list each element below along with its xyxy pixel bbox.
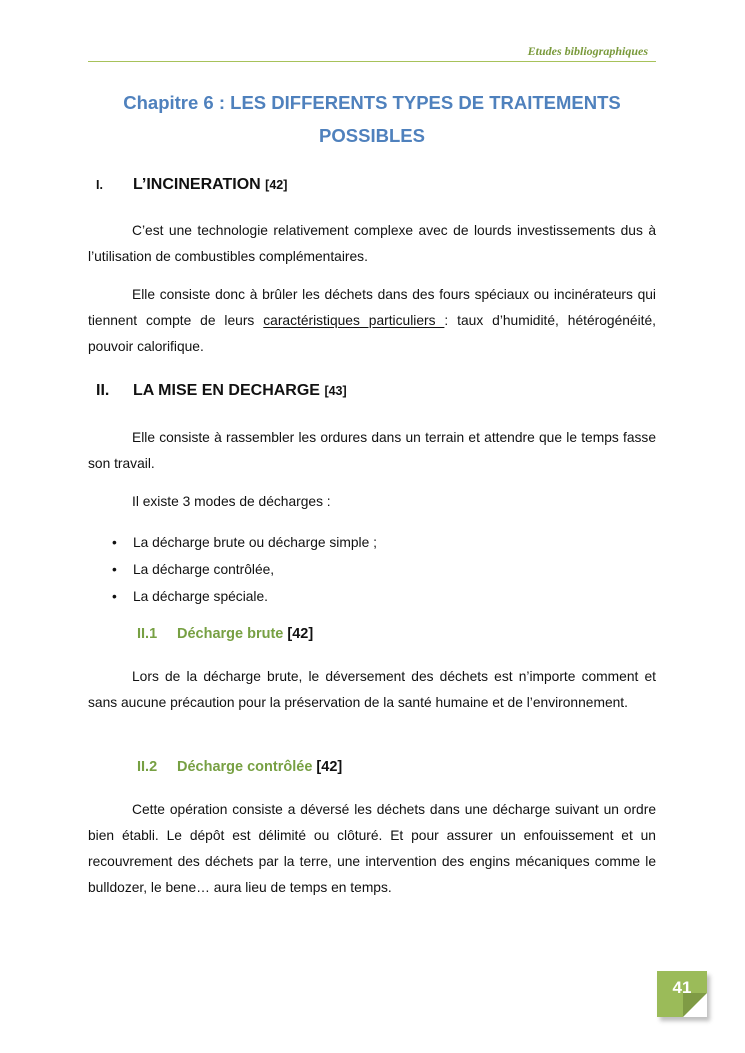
subsection-number: II.1 <box>137 626 158 642</box>
paragraph-text: C’est une technologie relativement complexe avec de lourds investissements dus à l’utilisation de combustibles complémentaires. <box>88 223 656 264</box>
paragraph-text: Lors de la décharge brute, le déversement des déchets est n’importe comment et sans aucune précaution pour la préservation de la santé humaine et de l’environnement. <box>88 669 656 710</box>
section-ref: [43] <box>324 384 347 398</box>
section-title: L’INCINERATION <box>133 176 261 193</box>
chapter-title-line2: POSSIBLES <box>319 125 425 146</box>
list-item: • La décharge spéciale. <box>112 583 377 610</box>
paragraph <box>88 664 656 716</box>
underlined-text: caractéristiques particuliers <box>263 313 445 328</box>
paragraph-text: Il existe 3 modes de décharges : <box>132 494 331 509</box>
subsection-number: II.2 <box>137 759 158 775</box>
page-number-badge <box>657 971 707 1017</box>
chapter-title-line1: Chapitre 6 : LES DIFFERENTS TYPES DE TRAITEMENTS <box>123 92 621 113</box>
subsection-ref: [42] <box>287 626 314 642</box>
section-title: LA MISE EN DECHARGE <box>133 382 320 399</box>
section-heading-decharge <box>96 382 347 400</box>
paragraph <box>88 425 656 477</box>
paragraph <box>88 218 656 270</box>
paragraph-text: Cette opération consiste a déversé les déchets dans une décharge suivant un ordre bien établi. Le dépôt est délimité ou clôturé. Et pour assurer un enfouissement et un recouvrement des déchets par la terre, une intervention des engins mécaniques comme le bulldozer, le bene… aura lieu de temps en temps. <box>88 802 656 895</box>
header-rule <box>88 61 656 62</box>
section-number: I. <box>96 178 103 192</box>
decharge-mode-list <box>112 529 377 610</box>
page-number: 41 <box>672 978 692 997</box>
section-number: II. <box>96 382 110 399</box>
paragraph-text: Elle consiste à rassembler les ordures dans un terrain et attendre que le temps fasse son travail. <box>88 430 656 471</box>
paragraph-text: Elle consiste donc à brûler les déchets dans des fours spéciaux ou incinérateurs qui tiennent compte de leurs <box>88 287 656 328</box>
section-ref: [42] <box>265 178 288 192</box>
paragraph-text: : taux d’humidité, hétérogénéité, pouvoir calorifique. <box>88 313 656 354</box>
subsection-title: Décharge brute <box>177 626 284 642</box>
bullet-icon: • <box>112 562 117 577</box>
bullet-icon: • <box>112 535 117 550</box>
page-fold-icon <box>683 993 707 1017</box>
section-heading-incineration <box>96 176 287 194</box>
list-item: • La décharge brute ou décharge simple ; <box>112 529 377 556</box>
running-header: Etudes bibliographiques <box>527 44 648 58</box>
list-item: • La décharge contrôlée, <box>112 556 377 583</box>
paragraph <box>88 282 656 360</box>
subsection-title: Décharge contrôlée <box>177 759 313 775</box>
bullet-icon: • <box>112 589 117 604</box>
paragraph <box>88 797 656 901</box>
paragraph <box>88 489 656 515</box>
subsection-heading-decharge-brute <box>137 626 313 642</box>
subsection-heading-decharge-controlee <box>137 759 342 775</box>
subsection-ref: [42] <box>316 759 343 775</box>
chapter-title <box>88 86 656 152</box>
